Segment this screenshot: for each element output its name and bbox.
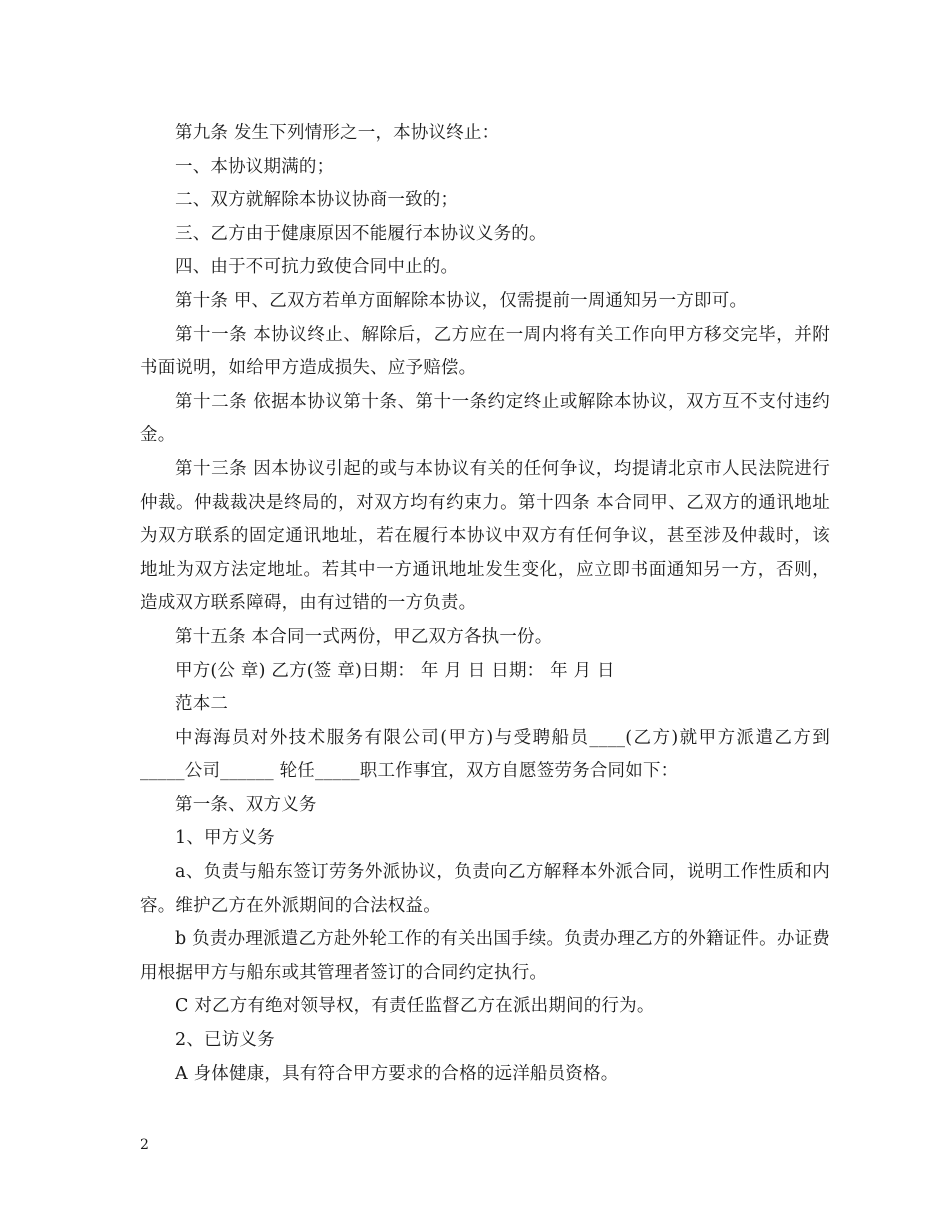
contract-intro: 中海海员对外技术服务有限公司(甲方)与受聘船员____(乙方)就甲方派遣乙方到_____公司______ 轮任_____职工作事宜，双方自愿签劳务合同如下：: [140, 727, 830, 782]
clause-13-14: 第十三条 因本协议引起的或与本协议有关的任何争议，均提请北京市人民法院进行仲裁。仲裁裁决是终局的，对双方均有约束力。第十四条 本合同甲、乙双方的通讯地址为双方联系的固定通讯地址，若在履行本协议中双方有任何争议，甚至涉及仲裁时，该地址为双方法定地址。若其中一方通讯地址发生变化，应立即书面通知另一方，否则，造成双方联系障碍，由有过错的一方负责。: [140, 458, 830, 614]
template-two-heading: 范本二: [175, 694, 229, 715]
clause-9: 第九条 发生下列情形之一，本协议终止：: [175, 123, 500, 143]
party-a-duty-a: a、负责与船东签订劳务外派协议，负责向乙方解释本外派合同，说明工作性质和内容。维护乙方在外派期间的合法权益。: [140, 862, 830, 916]
party-b-duties-heading: 2、已访义务: [175, 1030, 275, 1051]
clause-10: 第十条 甲、乙双方若单方面解除本协议，仅需提前一周通知另一方即可。: [175, 290, 748, 311]
list-item-2: 二、双方就解除本协议协商一致的；: [175, 190, 459, 211]
document-body: [140, 117, 830, 1091]
clause-11: 第十一条 本协议终止、解除后，乙方应在一周内将有关工作向甲方移交完毕，并附书面说明，如给甲方造成损失、应予赔偿。: [140, 324, 830, 379]
page-number: 2: [140, 1137, 149, 1153]
list-item-3: 三、乙方由于健康原因不能履行本协议义务的。: [175, 223, 547, 244]
party-b-duty-a: A 身体健康，具有符合甲方要求的合格的远洋船员资格。: [175, 1063, 619, 1084]
party-a-duty-b: b 负责办理派遣乙方赴外轮工作的有关出国手续。负责办理乙方的外籍证件。办证费用根据甲方与船东或其管理者签订的合同约定执行。: [140, 929, 830, 983]
signature-line: 甲方(公 章) 乙方(签 章)日期： 年 月 日 日期： 年 月 日: [175, 660, 615, 681]
list-item-1: 一、本协议期满的；: [175, 156, 335, 177]
party-a-duty-c: C 对乙方有绝对领导权，有责任监督乙方在派出期间的行为。: [175, 996, 655, 1017]
list-item-4: 四、由于不可抗力致使合同中止的。: [175, 257, 459, 278]
clause-15: 第十五条 本合同一式两份，甲乙双方各执一份。: [175, 626, 553, 647]
party-a-duties-heading: 1、甲方义务: [175, 828, 275, 849]
article-1-heading: 第一条、双方义务: [175, 794, 317, 815]
clause-12: 第十二条 依据本协议第十条、第十一条约定终止或解除本协议，双方互不支付违约金。: [140, 391, 830, 446]
